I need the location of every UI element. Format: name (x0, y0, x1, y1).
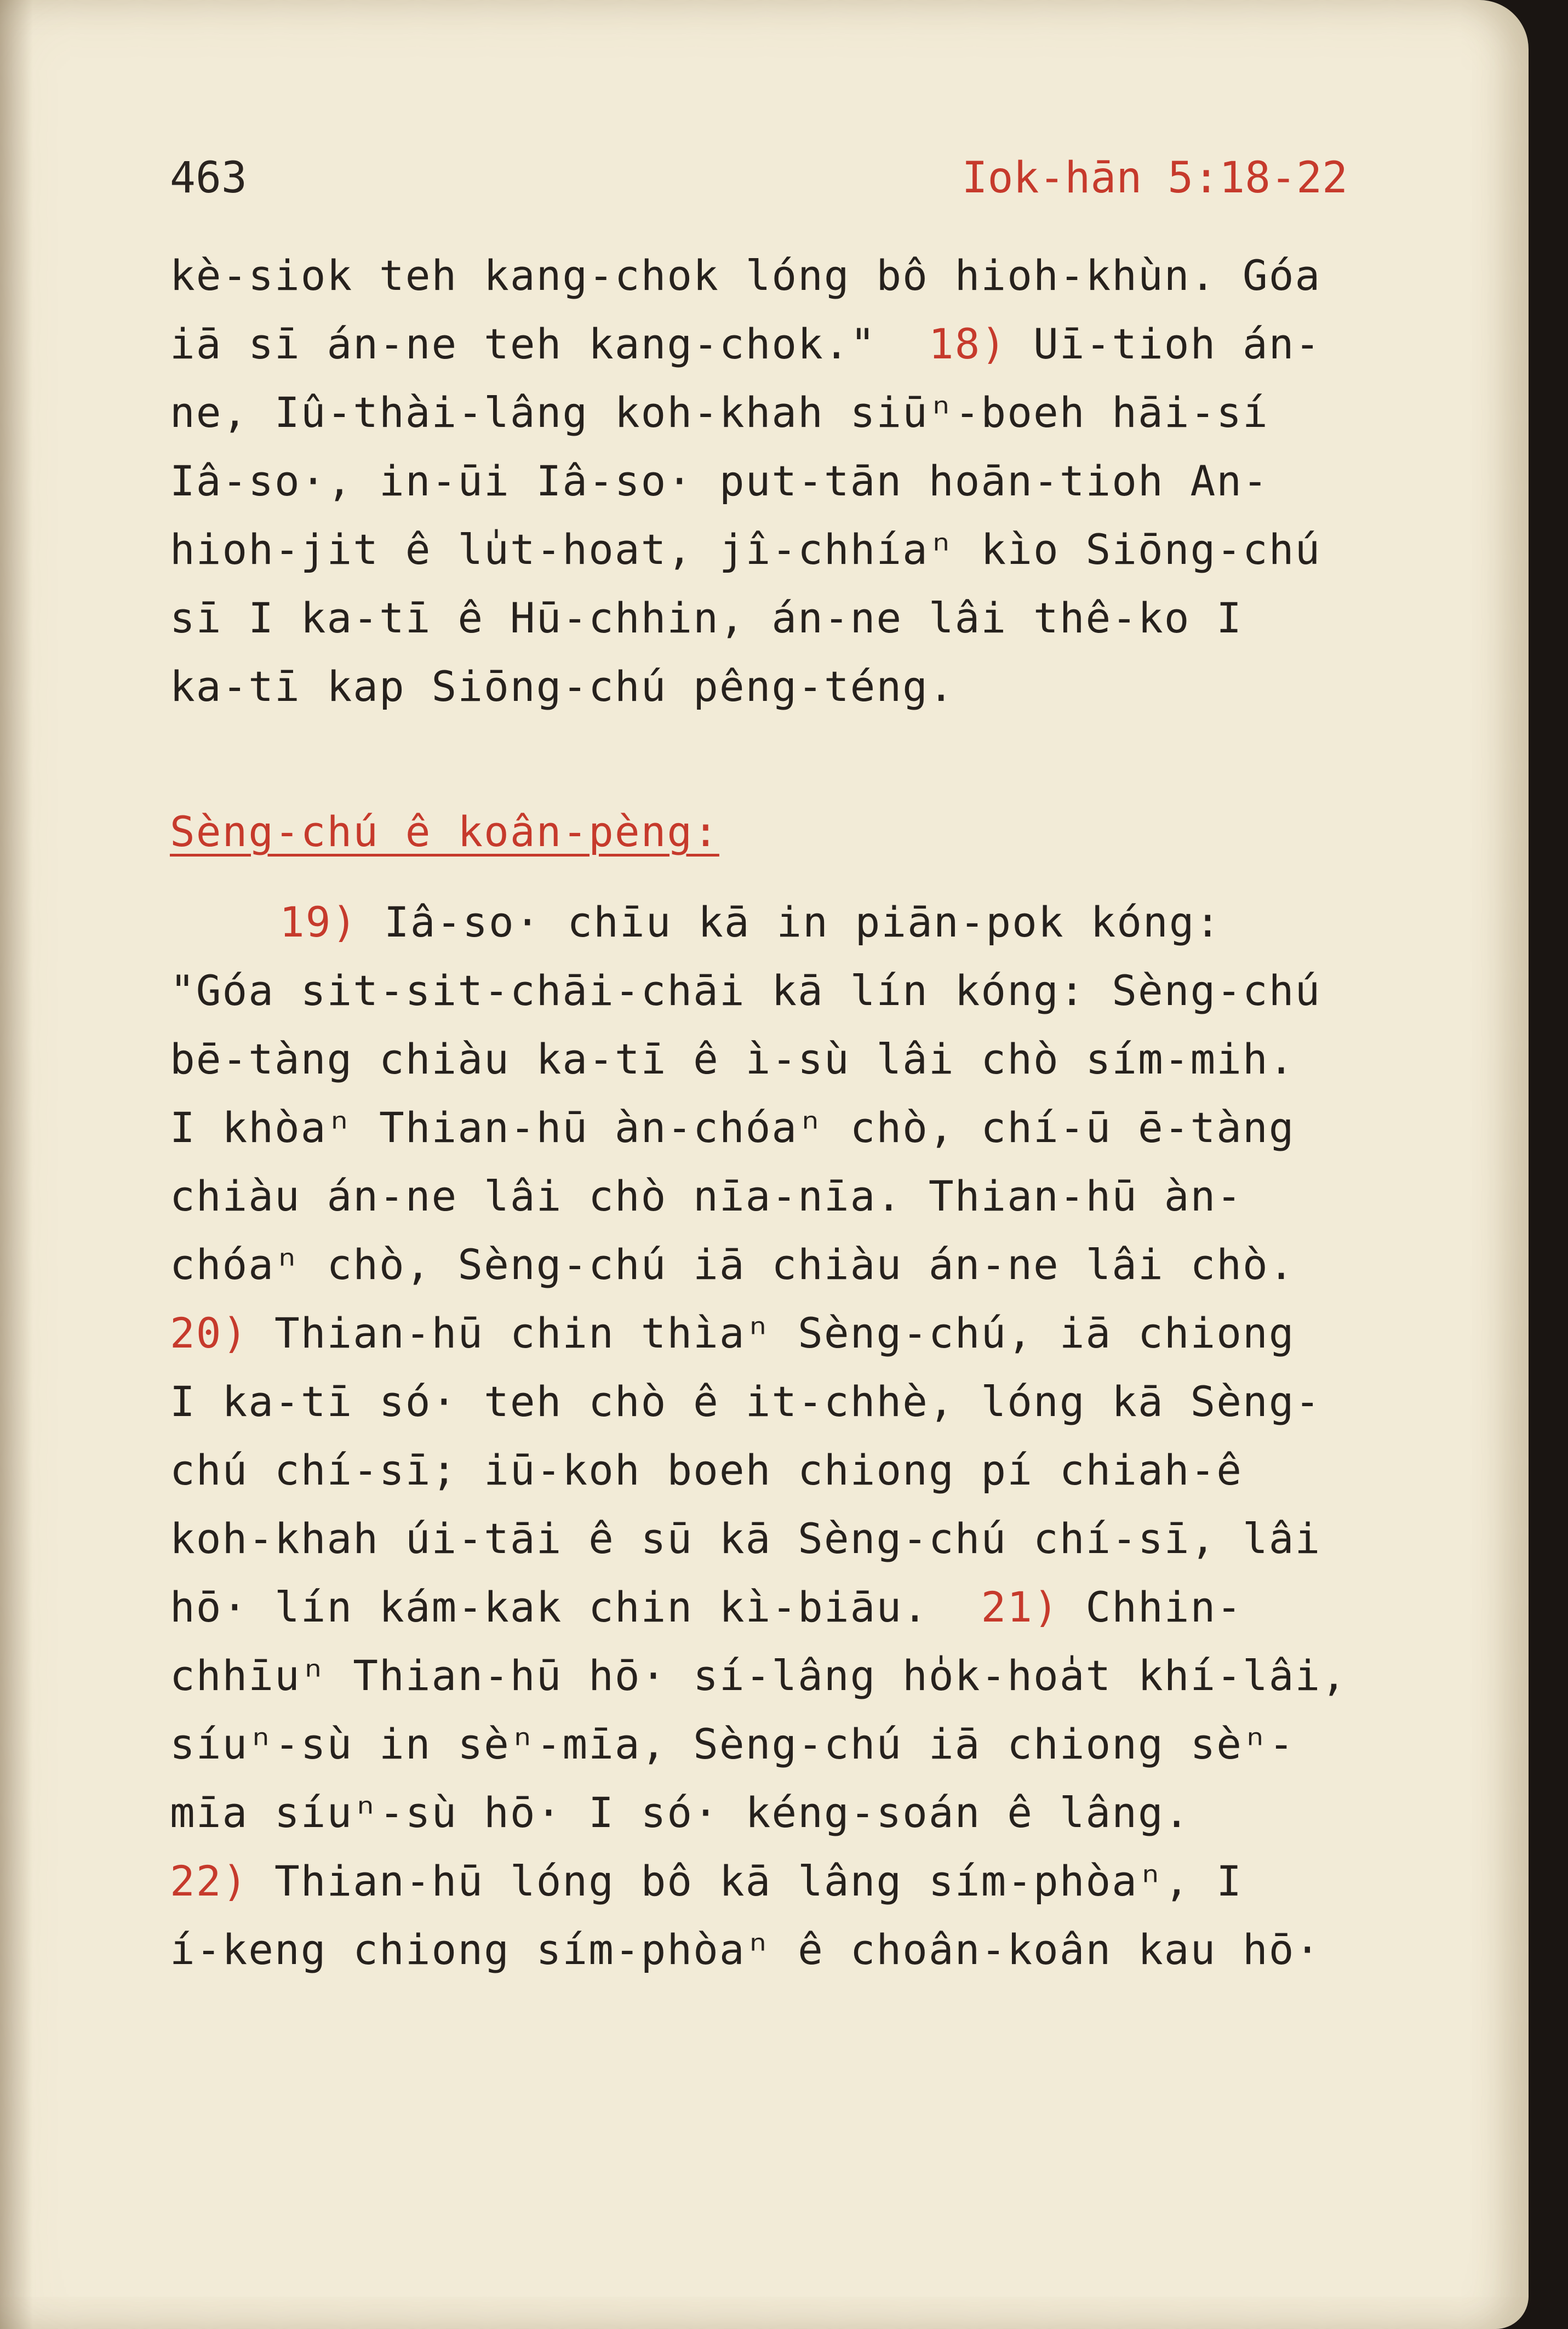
text-line: koh-khah úi-tāi ê sū kā Sèng-chú chí-sī, lâi (170, 1514, 1321, 1563)
text-line: "Góa sit-sit-chāi-chāi kā lín kóng: Sèng-chú (170, 966, 1321, 1015)
text-line: chóaⁿ chò, Sèng-chú iā chiàu án-ne lâi chò. (170, 1240, 1295, 1289)
text-line: bē-tàng chiàu ka-tī ê ì-sù lâi chò sím-mih. (170, 1035, 1295, 1083)
text-segment: iā sī án-ne teh kang-chok." (170, 319, 929, 368)
text-line: kè-siok teh kang-chok lóng bô hioh-khùn. Góa (170, 251, 1321, 300)
body-text (170, 241, 1403, 1984)
page-number: 463 (170, 153, 247, 203)
text-line: ne, Iû-thài-lâng koh-khah siūⁿ-boeh hāi-sí (170, 388, 1269, 437)
text-segment: Uī-tioh án- (1007, 319, 1321, 368)
text-segment: hō· lín kám-kak chin kì-biāu. (170, 1583, 981, 1631)
text-line (170, 1573, 1403, 1641)
text-line (170, 888, 1403, 956)
text-line (170, 310, 1403, 378)
text-line: Iâ-so·, in-ūi Iâ-so· put-tān hoān-tioh An- (170, 456, 1269, 505)
text-segment: Thian-hū chin thìaⁿ Sèng-chú, iā chiong (248, 1309, 1295, 1357)
page-header (170, 153, 1348, 219)
text-line (170, 1847, 1403, 1915)
text-line: chú chí-sī; iū-koh boeh chiong pí chiah-ê (170, 1446, 1243, 1494)
text-line: chhīuⁿ Thian-hū hō· sí-lâng ho̍k-hoa̍t khí-lâi, (170, 1651, 1348, 1700)
running-head: Iok-hān 5:18-22 (962, 153, 1348, 203)
text-segment: Chhin- (1059, 1583, 1243, 1631)
text-line: í-keng chiong sím-phòaⁿ ê choân-koân kau hō· (170, 1925, 1321, 1974)
text-segment: Thian-hū lóng bô kā lâng sím-phòaⁿ, I (248, 1857, 1243, 1905)
section-heading: Sèng-chú ê koân-pèng: (170, 807, 719, 856)
text-line: I khòaⁿ Thian-hū àn-chóaⁿ chò, chí-ū ē-tàng (170, 1103, 1295, 1152)
text-line (170, 1299, 1403, 1367)
text-line: mīa síuⁿ-sù hō· I só· kéng-soán ê lâng. (170, 1788, 1191, 1837)
text-line: síuⁿ-sù in sèⁿ-mīa, Sèng-chú iā chiong sèⁿ- (170, 1720, 1295, 1768)
verse-number-21: 21) (981, 1583, 1060, 1631)
text-line: sī I ka-tī ê Hū-chhin, án-ne lâi thê-ko I (170, 593, 1243, 642)
verse-number-19: 19) (279, 898, 358, 946)
text-line: ka-tī kap Siōng-chú pêng-téng. (170, 662, 955, 711)
text-segment: Iâ-so· chīu kā in piān-pok kóng: (358, 898, 1222, 946)
text-line: I ka-tī só· teh chò ê it-chhè, lóng kā Sèng- (170, 1377, 1321, 1426)
verse-number-20: 20) (170, 1309, 249, 1357)
verse-number-22: 22) (170, 1857, 249, 1905)
verse-number-18: 18) (928, 319, 1008, 368)
text-line: hioh-jit ê lu̍t-hoat, jî-chhíaⁿ kìo Siōng-chú (170, 525, 1321, 574)
text-line: chiàu án-ne lâi chò nīa-nīa. Thian-hū àn- (170, 1172, 1243, 1220)
binding-shadow (0, 0, 33, 2329)
